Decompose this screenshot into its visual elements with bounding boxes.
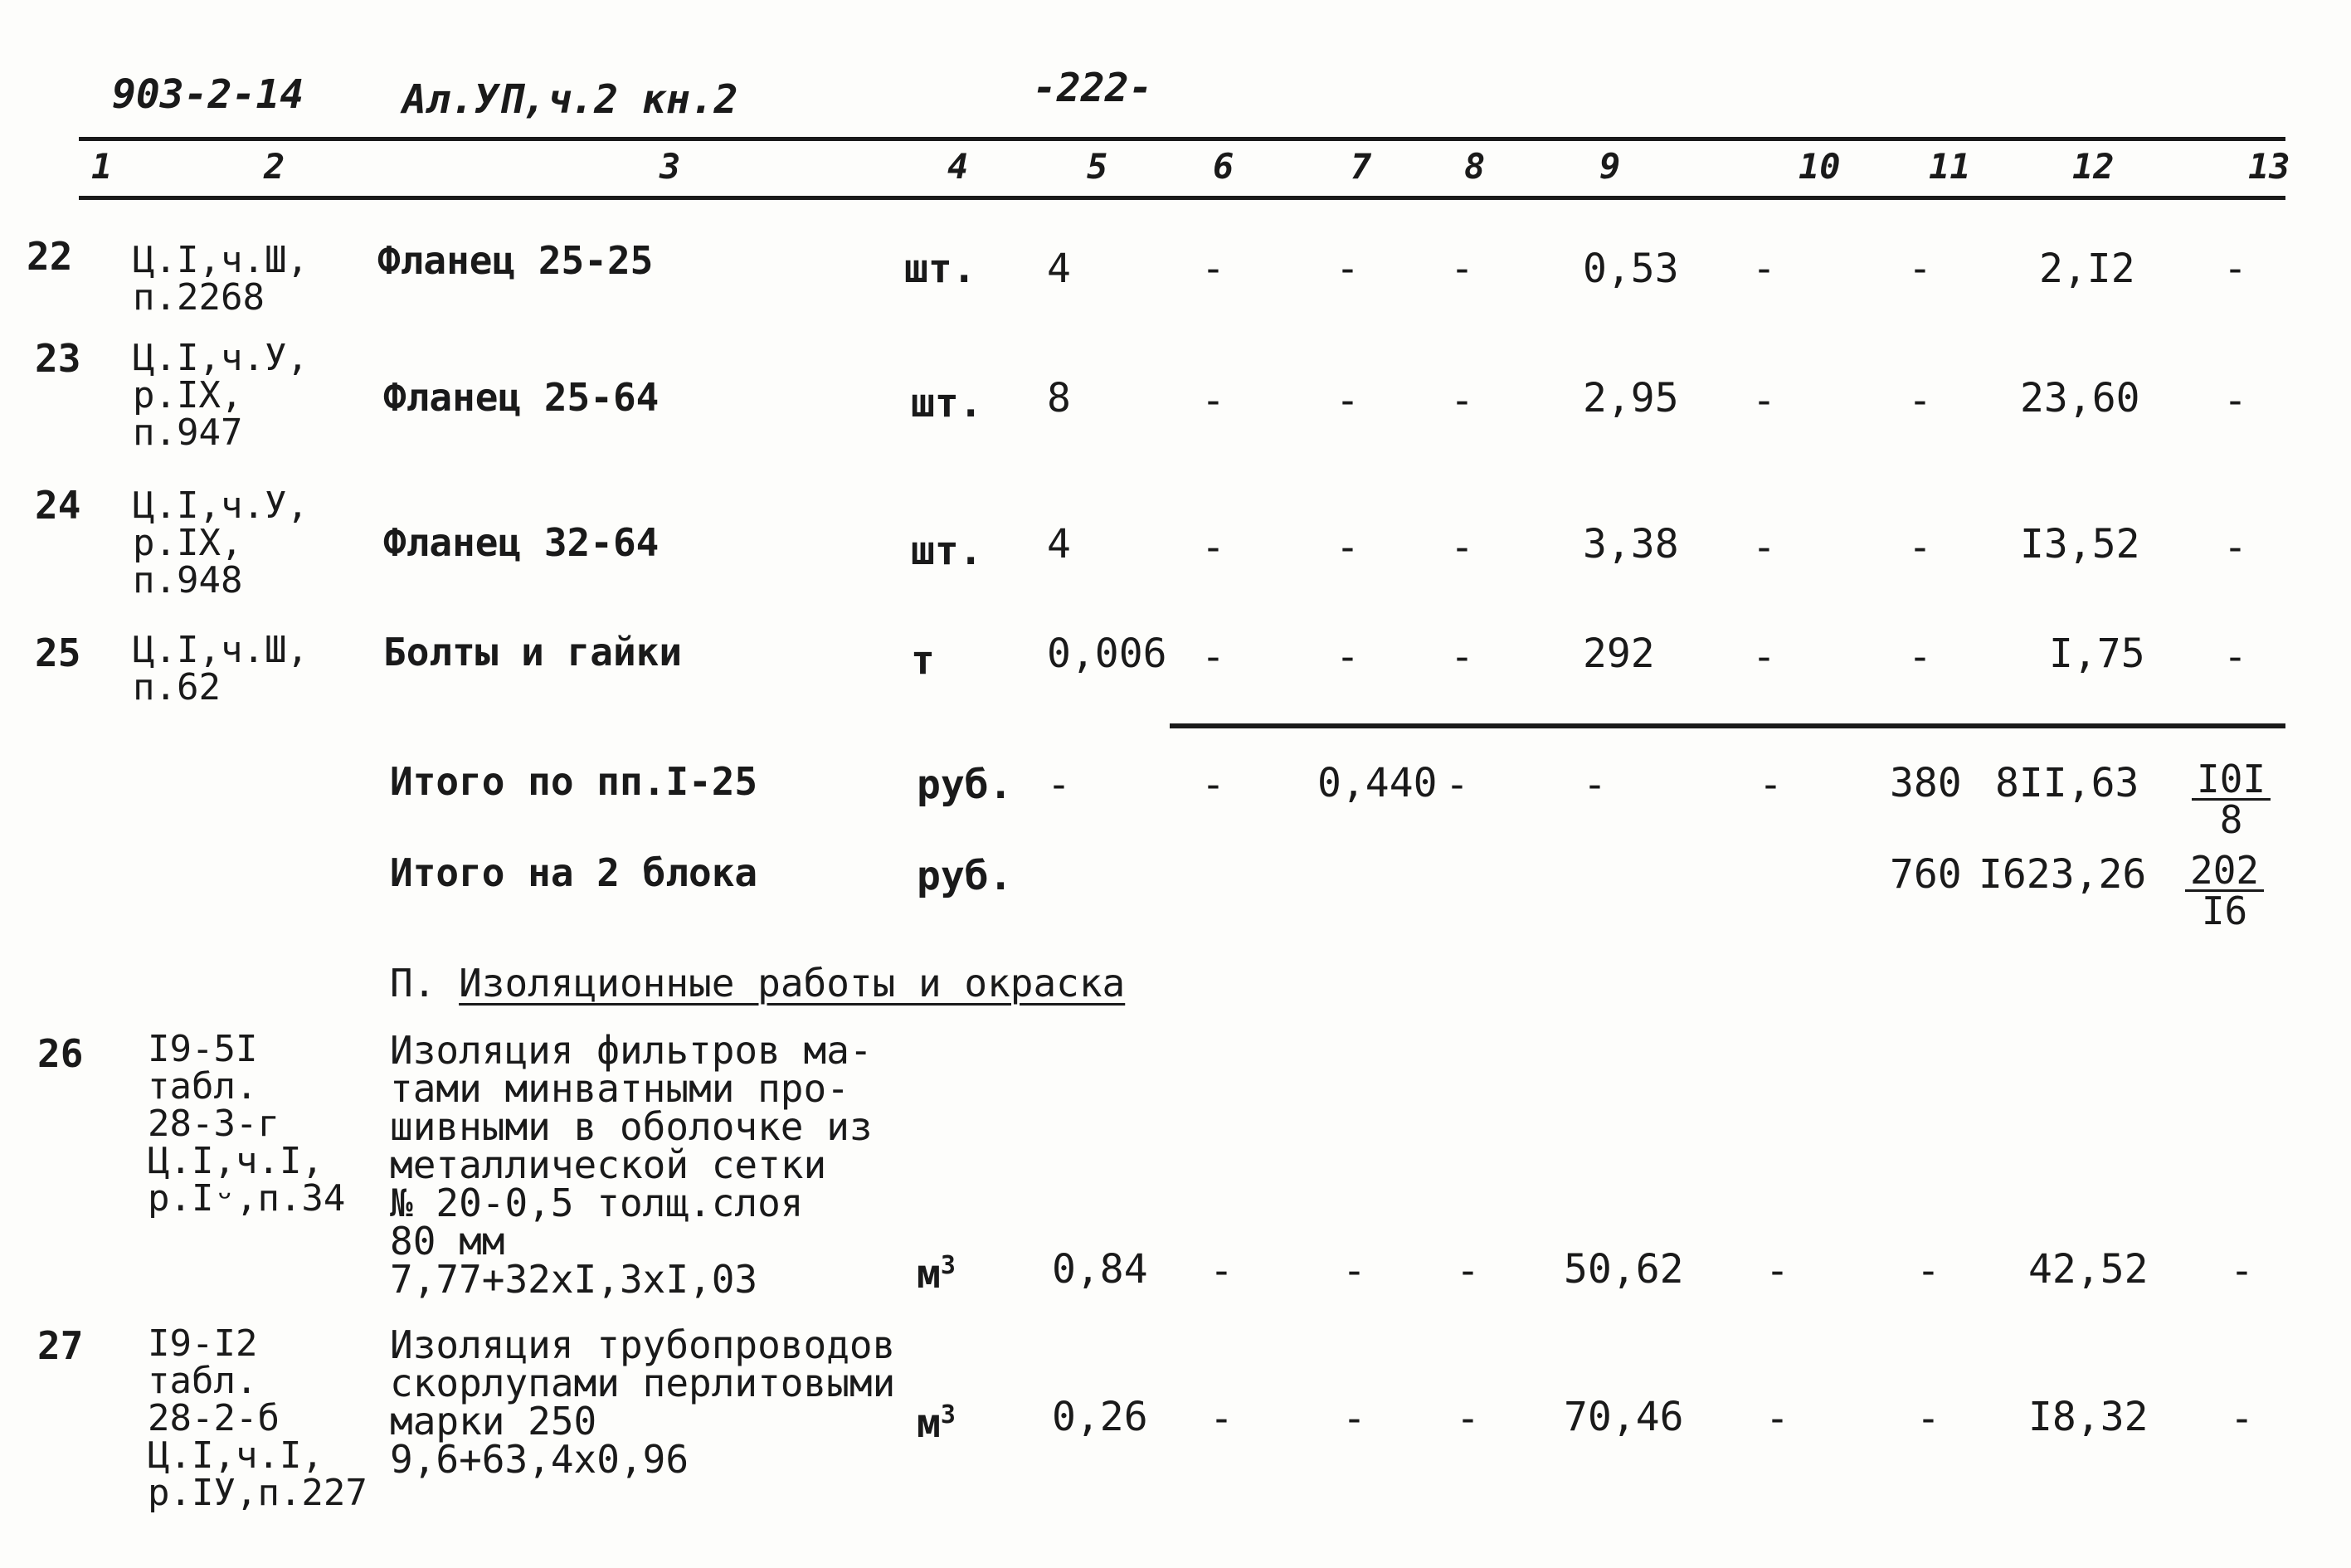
total-c12: 8II,63: [1995, 760, 2139, 806]
row-qty: 8: [1047, 375, 1071, 421]
row-c8: -: [1456, 1395, 1480, 1442]
total-c13-fraction: [2185, 848, 2264, 933]
col-num-10: 10: [1799, 146, 1841, 187]
row-c12: 42,52: [2028, 1246, 2149, 1293]
total-c9: -: [1583, 762, 1607, 808]
total-c12: I623,26: [1979, 851, 2147, 898]
row-name: Фланец 32-64: [383, 520, 660, 565]
row-unit: шт.: [904, 246, 976, 292]
row-c8: -: [1450, 246, 1474, 292]
total-c11: 380: [1890, 760, 1962, 806]
row-c10: -: [1752, 634, 1776, 680]
row-c9: 2,95: [1583, 375, 1679, 421]
row-unit: [917, 1400, 956, 1447]
col-num-4: 4: [947, 146, 969, 187]
row-c9: 292: [1583, 631, 1655, 677]
col-num-3: 3: [660, 146, 681, 187]
row-c6: -: [1201, 246, 1225, 292]
total-unit: руб.: [917, 762, 1013, 808]
row-c12: I3,52: [2020, 521, 2140, 567]
fraction-numerator: I0I: [2192, 760, 2271, 801]
row-number: 24: [35, 483, 81, 528]
row-c7: -: [1336, 377, 1360, 424]
col-num-2: 2: [264, 146, 285, 187]
col-num-8: 8: [1464, 146, 1486, 187]
row-c12: I8,32: [2028, 1394, 2149, 1440]
col-num-9: 9: [1599, 146, 1621, 187]
row-number: 27: [37, 1323, 84, 1368]
row-c10: -: [1752, 377, 1776, 424]
row-c10: -: [1765, 1395, 1789, 1442]
row-c11: -: [1908, 377, 1932, 424]
row-c10: -: [1752, 246, 1776, 292]
unit-text: м: [917, 1251, 941, 1298]
row-c13: -: [2223, 377, 2247, 424]
row-qty: 4: [1047, 246, 1071, 292]
row-c6: -: [1201, 634, 1225, 680]
row-c6: -: [1210, 1395, 1234, 1442]
row-c7: -: [1336, 246, 1360, 292]
page-number: -222-: [1033, 65, 1153, 111]
row-number: 25: [35, 631, 81, 675]
row-unit: т: [911, 637, 935, 684]
row-c11: -: [1908, 246, 1932, 292]
row-c10: -: [1765, 1248, 1789, 1294]
row-qty: 4: [1047, 521, 1071, 567]
row-reference: I9-I2 табл. 28-2-б Ц.I,ч.I, р.IУ,п.227: [148, 1322, 367, 1514]
row-c12: I,75: [2049, 631, 2145, 677]
row-c11: -: [1916, 1248, 1940, 1294]
section-title: Изоляционные работы и окраска: [459, 961, 1126, 1006]
row-c9: 50,62: [1564, 1246, 1684, 1293]
row-c11: -: [1908, 634, 1932, 680]
row-c13: -: [2230, 1248, 2254, 1294]
album-reference: Ал.УП,ч.2 кн.2: [402, 76, 738, 123]
unit-exponent: 3: [940, 1251, 956, 1280]
col-num-6: 6: [1213, 146, 1234, 187]
unit-text: м: [917, 1400, 941, 1447]
row-unit: [917, 1251, 956, 1298]
unit-exponent: 3: [940, 1400, 956, 1429]
row-number: 22: [27, 234, 73, 279]
total-c8: -: [1445, 762, 1469, 808]
row-unit: шт.: [911, 380, 983, 426]
total-c6: -: [1201, 762, 1225, 808]
total-c13-fraction: [2192, 757, 2271, 842]
row-reference: I9-5I табл. 28-3-г Ц.I,ч.I, р.Iᵕ,п.34: [148, 1028, 346, 1220]
row-name: Изоляция трубопроводов скорлупами перлитовыми марки 250 9,6+63,4x0,96: [390, 1322, 896, 1482]
row-c12: 2,I2: [2039, 246, 2135, 292]
row-qty: 0,84: [1052, 1246, 1148, 1293]
row-c7: -: [1342, 1395, 1366, 1442]
total-label: Итого по пп.I-25: [390, 759, 758, 804]
fraction-denominator: 8: [2219, 797, 2243, 842]
fraction-numerator: 202: [2185, 851, 2264, 892]
row-name: Болты и гайки: [383, 630, 683, 674]
total-c11: 760: [1890, 851, 1962, 898]
row-c13: -: [2223, 246, 2247, 292]
row-c13: -: [2230, 1395, 2254, 1442]
total-c10: -: [1759, 762, 1783, 808]
col-num-12: 12: [2072, 146, 2115, 187]
row-c8: -: [1450, 377, 1474, 424]
row-name: Фланец 25-25: [377, 238, 654, 283]
header-top-rule: [79, 137, 2285, 141]
col-num-5: 5: [1087, 146, 1108, 187]
row-c8: -: [1450, 634, 1474, 680]
row-c6: -: [1201, 377, 1225, 424]
row-reference: Ц.I,ч.У, р.IX, п.947: [133, 337, 309, 454]
row-c12: 23,60: [2020, 375, 2140, 421]
row-c6: -: [1210, 1248, 1234, 1294]
row-c9: 70,46: [1564, 1394, 1684, 1440]
total-label: Итого на 2 блока: [390, 850, 758, 895]
col-num-1: 1: [91, 146, 113, 187]
total-c7: 0,440: [1317, 760, 1438, 806]
col-num-13: 13: [2248, 146, 2290, 187]
row-qty: 0,006: [1047, 631, 1167, 677]
col-num-7: 7: [1351, 146, 1372, 187]
row-name: Изоляция фильтров ма- тами минватными про- шивными в оболочке из металлической сетки № 20-0,5 толщ.слоя 80 мм 7,77+32xI,3xI,03: [390, 1028, 873, 1302]
fraction-denominator: I6: [2201, 889, 2248, 933]
row-number: 23: [35, 336, 81, 381]
row-c6: -: [1201, 524, 1225, 571]
row-unit: шт.: [911, 528, 983, 574]
row-c13: -: [2223, 634, 2247, 680]
section-heading: [390, 961, 1125, 1006]
row-c9: 0,53: [1583, 246, 1679, 292]
section-prefix: П.: [390, 961, 436, 1006]
row-c11: -: [1916, 1395, 1940, 1442]
col-num-11: 11: [1929, 146, 1971, 187]
row-qty: 0,26: [1052, 1394, 1148, 1440]
row-name: Фланец 25-64: [383, 375, 660, 420]
totals-rule: [1170, 723, 2285, 728]
row-c10: -: [1752, 524, 1776, 571]
header-bottom-rule: [79, 196, 2285, 200]
row-c8: -: [1450, 524, 1474, 571]
row-c8: -: [1456, 1248, 1480, 1294]
row-c7: -: [1342, 1248, 1366, 1294]
row-c7: -: [1336, 634, 1360, 680]
row-c9: 3,38: [1583, 521, 1679, 567]
row-c7: -: [1336, 524, 1360, 571]
row-reference: Ц.I,ч.Ш, п.2268: [133, 239, 309, 319]
row-c11: -: [1908, 524, 1932, 571]
row-reference: Ц.I,ч.Ш, п.62: [133, 629, 309, 709]
document-code: 903-2-14: [112, 71, 304, 118]
total-c5: -: [1047, 762, 1071, 808]
row-reference: Ц.I,ч.У, р.IX, п.948: [133, 485, 309, 601]
row-c13: -: [2223, 524, 2247, 571]
total-unit: руб.: [917, 853, 1013, 899]
row-number: 26: [37, 1031, 84, 1076]
